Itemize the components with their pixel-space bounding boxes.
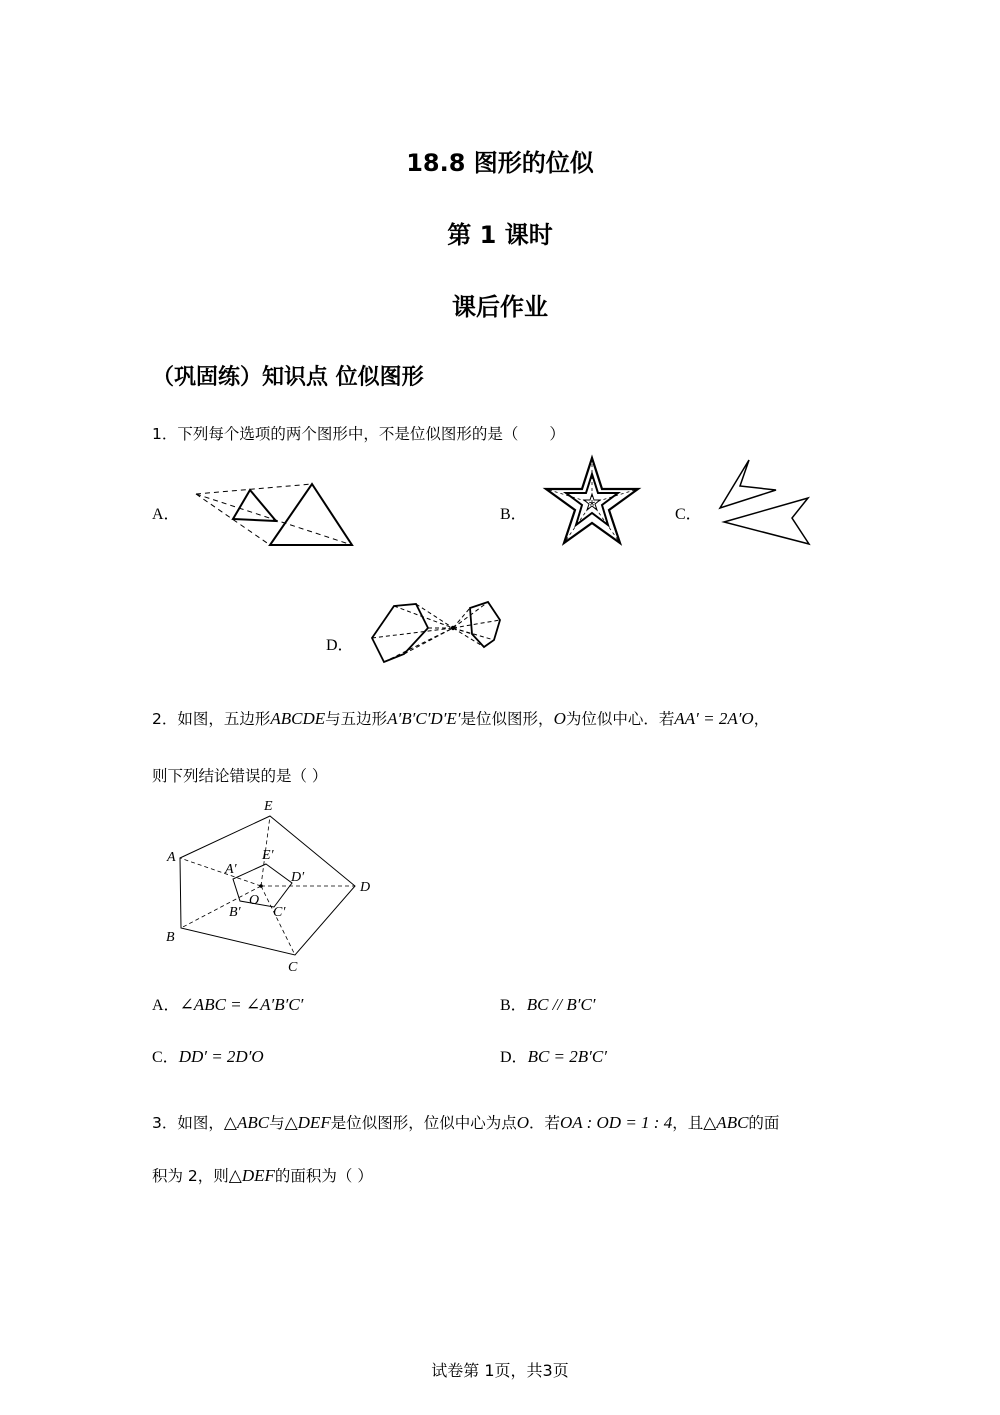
lesson-heading: 第 1 课时 <box>447 221 553 249</box>
q3-stem-text-6: 的面 <box>748 1114 780 1132</box>
q3-stem-math-4: OA : OD = 1 : 4 <box>560 1113 673 1132</box>
label-E: E <box>264 799 273 814</box>
q2-stem-text-3: 是位似图形， <box>460 710 554 728</box>
q1-option-a-label[interactable]: A． <box>152 506 180 523</box>
label-D1: D′ <box>291 870 305 885</box>
label-B: B <box>166 930 175 945</box>
label-C1: C′ <box>273 905 286 920</box>
q2-stem-text-1: 2．如图，五边形 <box>152 710 271 728</box>
q3-line2-math: △DEF <box>228 1166 275 1185</box>
q2-stem-text-2: 与五边形 <box>325 710 388 728</box>
q1-stem: 1．下列每个选项的两个图形中，不是位似图形的是（ ） <box>152 425 565 443</box>
q2-option-c-expr: DD′ = 2D′O <box>178 1047 264 1066</box>
q2-stem-math-2: A′B′C′D′E′ <box>387 709 461 728</box>
q2-stem-line2: 则下列结论错误的是（ ） <box>152 767 328 785</box>
q2-option-b-expr: BC // B′C′ <box>526 995 596 1014</box>
q3-stem-math-1: △ABC <box>223 1113 270 1132</box>
q3-stem-text-2: 与 <box>269 1114 285 1132</box>
q3-stem-math-2: △DEF <box>284 1113 331 1132</box>
q2-stem-math-1: ABCDE <box>270 709 326 728</box>
q2-option-a-label: A． <box>152 997 180 1014</box>
q2-pentagon-figure <box>160 795 390 975</box>
q2-option-b[interactable] <box>500 992 596 1015</box>
label-E1: E′ <box>262 848 274 863</box>
q3-line2-text-2: 的面积为（ ） <box>274 1167 373 1185</box>
q3-stem-text-5: ，且 <box>672 1114 704 1132</box>
q3-stem-math-5: △ABC <box>703 1113 749 1132</box>
q2-stem-math-4: AA′ = 2A′O <box>674 709 754 728</box>
q1-option-d-label[interactable]: D． <box>326 637 354 654</box>
q1-figure-d <box>366 596 522 668</box>
q2-stem-math-3: O <box>553 709 566 728</box>
label-A1: A′ <box>225 862 237 877</box>
q2-option-d-expr: BC = 2B′C′ <box>527 1047 607 1066</box>
q2-stem-text-5: ， <box>753 710 770 728</box>
q2-option-c-label: C． <box>152 1049 179 1066</box>
page-footer: 试卷第 1页，共3页 <box>431 1361 569 1380</box>
q3-stem-text-3: 是位似图形，位似中心为点 <box>330 1114 517 1132</box>
q2-option-b-label: B． <box>500 997 527 1014</box>
q3-stem-text-1: 3．如图， <box>152 1114 224 1132</box>
q3-line2-text-1: 积为 2，则 <box>152 1167 229 1185</box>
label-B1: B′ <box>229 905 241 920</box>
q3-stem <box>152 1111 779 1133</box>
topic-heading: （巩固练）知识点 位似图形 <box>152 365 424 390</box>
q2-option-a-expr: ∠ABC = ∠A′B′C′ <box>179 995 304 1014</box>
q3-stem-text-4: ．若 <box>529 1114 561 1132</box>
q2-stem <box>152 707 769 729</box>
section-heading: 课后作业 <box>452 293 548 321</box>
q2-option-a[interactable] <box>152 992 303 1015</box>
q2-stem-text-4: 为位似中心．若 <box>565 710 675 728</box>
label-O: O <box>249 893 260 908</box>
q1-figure-c <box>712 456 816 548</box>
label-A: A <box>167 850 176 865</box>
q3-stem-line2 <box>152 1164 373 1186</box>
label-C: C <box>288 960 298 975</box>
q1-option-b-label[interactable]: B． <box>500 506 527 523</box>
q1-figure-a <box>190 478 360 550</box>
q2-option-d[interactable] <box>500 1044 607 1067</box>
q2-option-d-label: D． <box>500 1049 528 1066</box>
q1-figure-b <box>540 454 644 548</box>
q3-stem-math-3: O <box>516 1113 529 1132</box>
label-D: D <box>360 880 371 895</box>
document-title: 18.8 图形的位似 <box>406 149 594 177</box>
q1-option-c-label[interactable]: C． <box>675 506 702 523</box>
q2-option-c[interactable] <box>152 1044 264 1067</box>
